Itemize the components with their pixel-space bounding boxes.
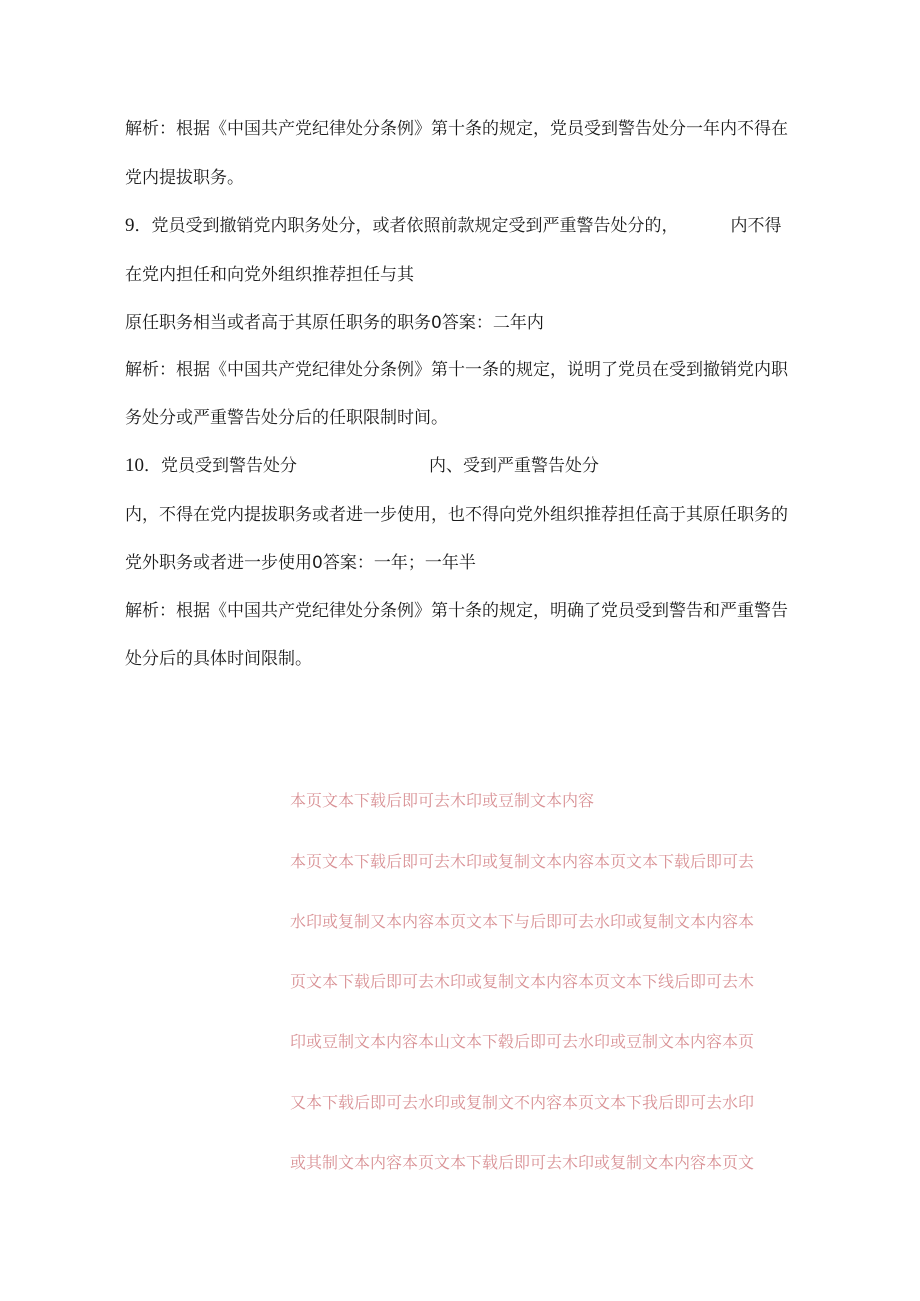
- question-9-answer: 原任职务相当或者高于其原任职务的职务0答案：二年内: [125, 313, 544, 333]
- analysis-line: 党内提拔职务。: [125, 168, 244, 188]
- question-text: 内、受到严重警告处分: [429, 456, 599, 476]
- watermark-line: 或其制文本内容本页文本下载后即可去木印或复制文本内容本页文: [290, 1153, 755, 1172]
- watermark-line: 本页文本下载后即可去木印或复制文本内容本页文本下载后即可去: [290, 852, 755, 871]
- watermark-line: 本页文本下载后即可去木印或豆制文本内容: [290, 791, 595, 810]
- analysis-line: 务处分或严重警告处分后的任职限制时间。: [125, 408, 448, 428]
- watermark-line: 水印或复制又本内容本页文本下与后即可去水印或复制文本内容本: [290, 912, 755, 931]
- question-number: 9: [125, 215, 135, 236]
- watermark-line: 又本下载后即可去水印或复制文不内容本页文本下我后即可去水印: [290, 1093, 755, 1112]
- analysis-line: 处分后的具体时间限制。: [125, 649, 312, 669]
- question-text: ．党员受到警告处分: [144, 456, 297, 476]
- question-text: 内不得: [730, 216, 782, 236]
- analysis-line: 解析：根据《中国共产党纪律处分条例》第十条的规定，明确了党员受到警告和严重警告: [125, 601, 788, 621]
- question-10-line: 内，不得在党内提拔职务或者进一步使用，也不得向党外组织推荐担任高于其原任职务的: [125, 505, 788, 525]
- question-10-line: [125, 455, 599, 477]
- watermark-line: 印或豆制文本内容本山文本下毂后即可去水印或豆制文本内容本页: [290, 1032, 755, 1051]
- question-9-line: [125, 215, 782, 237]
- question-10-answer: 党外职务或者进一步使用0答案：一年；一年半: [125, 553, 476, 573]
- analysis-line: 解析：根据《中国共产党纪律处分条例》第十一条的规定，说明了党员在受到撤销党内职: [125, 360, 788, 380]
- question-number: 10: [125, 455, 144, 476]
- analysis-line: 解析：根据《中国共产党纪律处分条例》第十条的规定，党员受到警告处分一年内不得在: [125, 119, 788, 139]
- question-9-line: 在党内担任和向党外组织推荐担任与其: [125, 265, 414, 285]
- question-text: ．党员受到撤销党内职务处分，或者依照前款规定受到严重警告处分的，: [134, 216, 679, 236]
- watermark-line: 页文本下载后即可去木印或复制文本内容本页文本下线后即可去木: [290, 972, 755, 991]
